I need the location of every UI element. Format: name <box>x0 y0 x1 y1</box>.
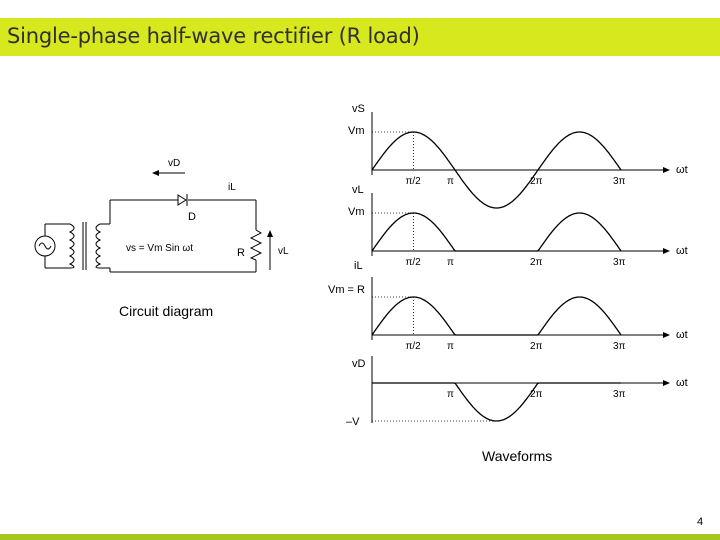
waveform-curve <box>372 297 621 335</box>
y-axis-label: vL <box>352 184 364 196</box>
axis-arrow <box>663 248 670 254</box>
amplitude-label: Vm = R <box>328 284 365 296</box>
waveforms-caption: Waveforms <box>482 448 553 464</box>
page-number: 4 <box>697 516 704 528</box>
r-label: R <box>237 247 245 259</box>
tick-label: π/2 <box>405 341 421 352</box>
waveform-curve <box>372 213 621 251</box>
slide-title: Single-phase half-wave rectifier (R load) <box>7 24 420 48</box>
waveform-curve <box>372 383 621 421</box>
amplitude-label: –V <box>346 416 360 428</box>
title-bar <box>0 18 720 56</box>
y-axis-label: vS <box>352 103 365 115</box>
tick-label: 3π <box>613 257 626 268</box>
il-label: iL <box>228 182 236 193</box>
transformer-secondary-icon <box>96 224 100 268</box>
resistor-icon <box>251 230 261 260</box>
tick-label: 2π <box>530 257 543 268</box>
vl-label: vL <box>278 246 289 257</box>
tick-label: π/2 <box>405 176 421 187</box>
axis-arrow <box>663 380 670 386</box>
x-axis-label: ωt <box>676 377 688 389</box>
d-label: D <box>188 211 196 223</box>
circuit-caption: Circuit diagram <box>119 303 214 319</box>
x-axis-label: ωt <box>676 245 688 257</box>
axis-arrow <box>663 332 670 338</box>
source-label: vs = Vm Sin ωt <box>126 243 193 254</box>
transformer-primary-icon <box>70 224 74 268</box>
amplitude-label: Vm <box>348 125 365 137</box>
x-axis-label: ωt <box>676 329 688 341</box>
tick-label: 2π <box>530 341 543 352</box>
amplitude-label: Vm <box>348 206 365 218</box>
circuit-diagram <box>30 150 310 290</box>
diode-icon <box>178 195 186 205</box>
y-axis-label: vD <box>352 358 366 370</box>
x-axis-label: ωt <box>676 164 688 176</box>
tick-label: 2π <box>530 176 543 187</box>
tick-label: 3π <box>613 341 626 352</box>
y-axis-label: iL <box>354 260 363 272</box>
vd-label: vD <box>168 158 181 169</box>
axis-arrow <box>663 167 670 173</box>
tick-label: π/2 <box>405 257 421 268</box>
tick-label: 3π <box>613 389 626 400</box>
tick-label: π <box>447 257 454 268</box>
tick-label: π <box>447 389 454 400</box>
tick-label: 3π <box>613 176 626 187</box>
waveform-diagram <box>320 100 700 430</box>
tick-label: π <box>447 341 454 352</box>
tick-label: 2π <box>530 389 543 400</box>
bottom-bar <box>0 534 720 540</box>
tick-label: π <box>447 176 454 187</box>
